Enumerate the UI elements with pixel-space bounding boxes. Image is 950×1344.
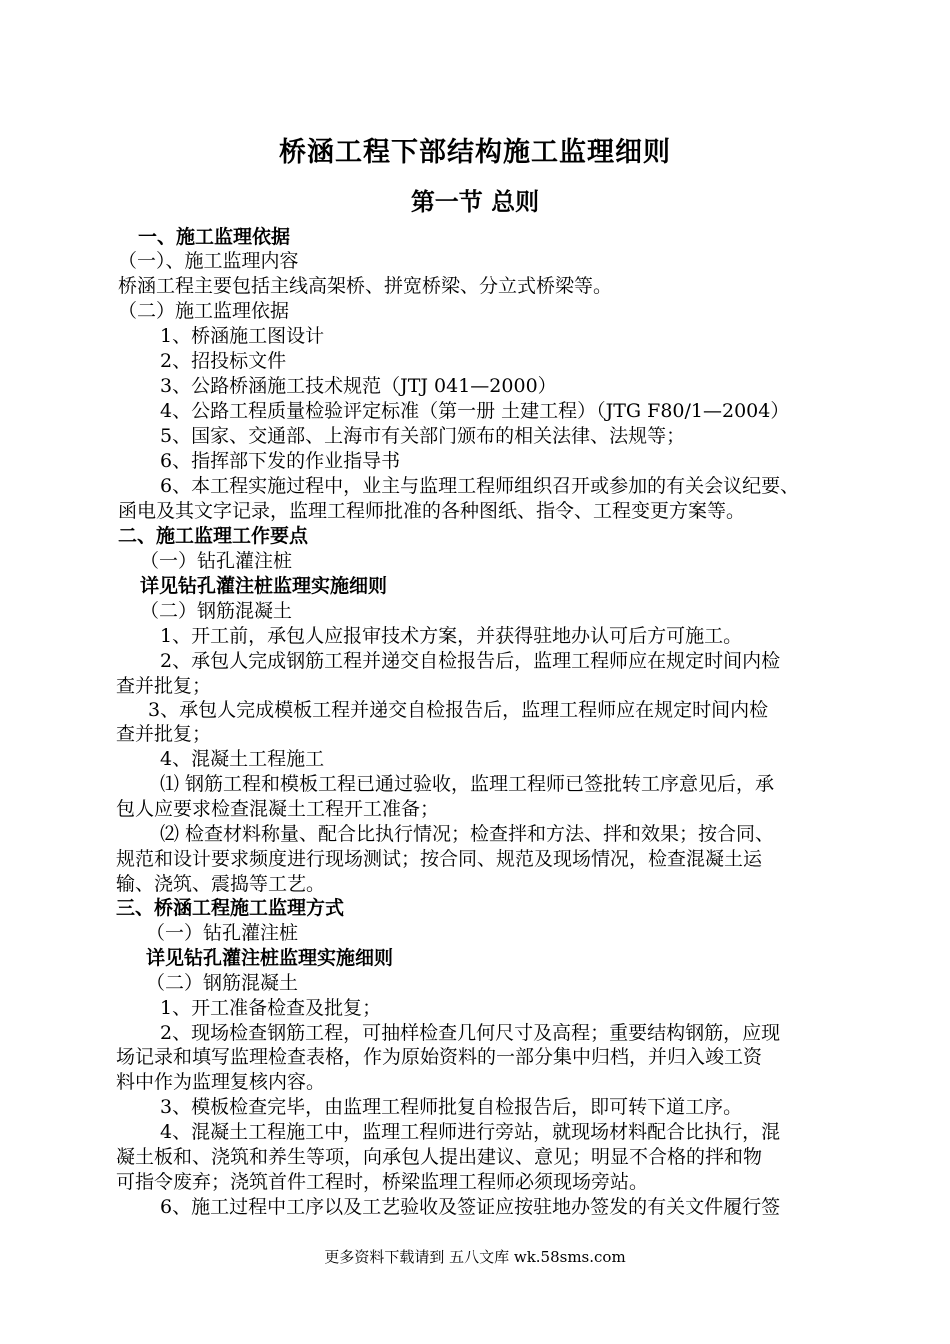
paragraph-line: （一）钻孔灌注桩 [140,550,293,572]
paragraph-line: （二）钢筋混凝土 [146,972,299,994]
paragraph-line: 规范和设计要求频度进行现场测试；按合同、规范及现场情况，检查混凝土运 [116,848,763,870]
paragraph-line: 凝土板和、浇筑和养生等项，向承包人提出建议、意见；明显不合格的拌和物 [116,1146,763,1168]
paragraph-line: （二）钢筋混凝土 [140,600,293,622]
paragraph-line: 料中作为监理复核内容。 [116,1071,326,1093]
list-item: 2、现场检查钢筋工程，可抽样检查几何尺寸及高程；重要结构钢筋，应现 [160,1022,781,1044]
paragraph-line: 可指令废弃；浇筑首件工程时，桥梁监理工程师必须现场旁站。 [116,1171,649,1193]
paragraph-line: 查并批复； [116,675,212,697]
list-item: 1、开工准备检查及批复； [160,997,382,1019]
paragraph-line: 输、浇筑、震捣等工艺。 [116,873,326,895]
list-item: 3、模板检查完毕，由监理工程师批复自检报告后，即可转下道工序。 [160,1096,743,1118]
heading-2: 二、施工监理工作要点 [118,525,309,547]
list-item: 2、承包人完成钢筋工程并递交自检报告后，监理工程师应在规定时间内检 [160,650,781,672]
paragraph-line: 场记录和填写监理检查表格，作为原始资料的一部分集中归档，并归入竣工资 [116,1046,763,1068]
list-item: 3、公路桥涵施工技术规范（JTJ 041—2000） [160,375,557,397]
list-item: 6、本工程实施过程中，业主与监理工程师组织召开或参加的有关会议纪要、 [160,475,800,497]
paragraph-line: （一）、施工监理内容 [118,250,299,272]
list-item: 5、国家、交通部、上海市有关部门颁布的相关法律、法规等； [160,425,686,447]
list-item: 4、公路工程质量检验评定标准（第一册 土建工程）（JTG F80/1—2004） [160,400,790,422]
section-heading: 第一节 总则 [410,187,540,216]
list-item: 4、混凝土工程施工 [160,748,325,770]
paragraph-line: 包人应要求检查混凝土工程开工准备； [116,798,440,820]
list-item: ⑵ 检查材料称量、配合比执行情况；检查拌和方法、拌和效果；按合同、 [160,823,775,845]
heading-1: 一、施工监理依据 [138,226,291,248]
paragraph-line: 查并批复； [116,723,212,745]
list-item: ⑴ 钢筋工程和模板工程已通过验收，监理工程师已签批转工序意见后，承 [160,773,775,795]
footer-link-text: 更多资料下载请到 五八文库 wk.58sms.com [324,1248,626,1266]
reference-note: 详见钻孔灌注桩监理实施细则 [146,947,394,969]
list-item: 1、桥涵施工图设计 [160,325,325,347]
list-item: 3、承包人完成模板工程并递交自检报告后，监理工程师应在规定时间内检 [148,699,769,721]
document-title: 桥涵工程下部结构施工监理细则 [279,137,671,168]
list-item: 6、指挥部下发的作业指导书 [160,450,401,472]
paragraph-line: 桥涵工程主要包括主线高架桥、拼宽桥梁、分立式桥梁等。 [118,275,613,297]
list-item: 4、混凝土工程施工中，监理工程师进行旁站，就现场材料配合比执行，混 [160,1121,781,1143]
paragraph-line: （一）钻孔灌注桩 [146,922,299,944]
paragraph-line: （二）施工监理依据 [118,300,290,322]
list-item: 1、开工前，承包人应报审技术方案，并获得驻地办认可后方可施工。 [160,625,743,647]
list-item: 2、招投标文件 [160,350,287,372]
heading-3: 三、桥涵工程施工监理方式 [116,897,345,919]
paragraph-line: 函电及其文字记录，监理工程师批准的各种图纸、指令、工程变更方案等。 [118,500,746,522]
reference-note: 详见钻孔灌注桩监理实施细则 [140,575,388,597]
list-item: 6、施工过程中工序以及工艺验收及签证应按驻地办签发的有关文件履行签 [160,1196,781,1218]
